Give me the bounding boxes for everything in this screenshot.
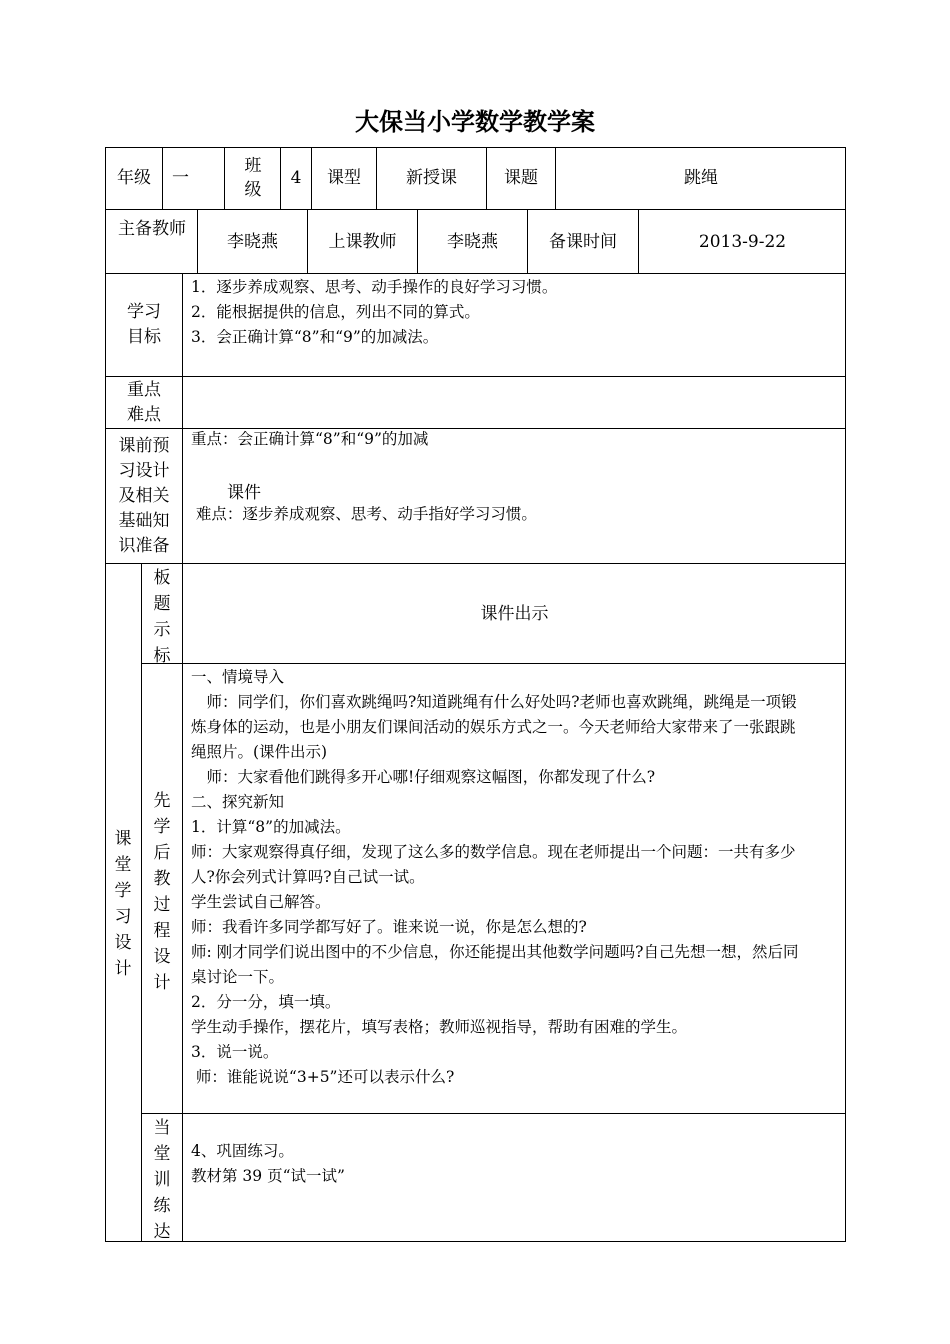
key-points-label: 重点难点 (127, 380, 161, 425)
topic-value: 跳绳 (684, 168, 718, 188)
process-line: 师：谁能说说“3+5”还可以表示什么? (191, 1068, 455, 1086)
process-text (191, 665, 841, 1090)
type-label: 课型 (327, 168, 361, 188)
process-line: 3．说一说。 (191, 1043, 279, 1061)
key-point-line: 重点：会正确计算“8”和“9”的加减 (191, 430, 429, 448)
row-divider (105, 563, 846, 564)
process-line: 1．计算“8”的加减法。 (191, 818, 351, 836)
practice-label: 当堂训练达 (153, 1118, 171, 1242)
page-title: 大保当小学数学教学案 (355, 107, 595, 136)
row-divider (141, 663, 846, 664)
process-line: 二、探究新知 (191, 793, 285, 811)
process-line: 炼身体的运动，也是小朋友们课间活动的娱乐方式之一。今天老师给大家带来了一张跟跳 (191, 718, 796, 736)
prep-time-value: 2013-9-22 (698, 232, 787, 252)
process-line: 师：大家观察得真仔细，发现了这么多的数学信息。现在老师提出一个问题：一共有多少 (191, 843, 796, 861)
key-point-line: 难点：逐步养成观察、思考、动手指好学习习惯。 (191, 505, 537, 523)
col-divider (224, 147, 225, 209)
prep-time-label: 备课时间 (549, 232, 617, 252)
row-divider (141, 1113, 846, 1114)
col-divider (182, 563, 183, 1242)
goal-item: 2．能根据提供的信息，列出不同的算式。 (191, 303, 480, 321)
col-divider (162, 147, 163, 209)
practice-text (191, 1139, 841, 1189)
process-line: 学生尝试自己解答。 (191, 893, 331, 911)
class-teacher-label: 上课教师 (328, 232, 397, 252)
process-line: 师: 刚才同学们说出图中的不少信息，你还能提出其他数学问题吗?自己先想一想，然后同 (191, 943, 799, 961)
process-line: 师：我看许多同学都写好了。谁来说一说，你是怎么想的? (191, 918, 587, 936)
col-divider (182, 273, 183, 563)
process-line: 桌讨论一下。 (191, 968, 285, 986)
type-value: 新授课 (406, 168, 457, 188)
main-teacher-label: 主备教师 (118, 219, 186, 239)
goal-item: 1．逐步养成观察、思考、动手操作的良好学习习惯。 (191, 278, 558, 296)
goal-item: 3．会正确计算“8”和“9”的加减法。 (191, 328, 439, 346)
row-divider (105, 273, 846, 274)
goals-label: 学习目标 (127, 302, 161, 347)
process-label: 先学后教过程设计 (153, 791, 171, 993)
class-label: 班级 (244, 156, 262, 200)
classroom-label: 课堂学习设计 (114, 829, 132, 979)
grade-label: 年级 (117, 168, 151, 188)
practice-line: 4、巩固练习。 (191, 1142, 294, 1160)
process-line: 学生动手操作，摆花片，填写表格；教师巡视指导，帮助有困难的学生。 (191, 1018, 688, 1036)
main-teacher-value: 李晓燕 (227, 232, 278, 252)
class-teacher-value: 李晓燕 (447, 232, 498, 252)
process-line: 绳照片。(课件出示) (191, 743, 328, 761)
key-points-text (191, 377, 841, 552)
process-line: 师：同学们，你们喜欢跳绳吗?知道跳绳有什么好处吗?老师也喜欢跳绳，跳绳是一项锻 (191, 693, 797, 711)
practice-line: 教材第 39 页“试一试” (191, 1167, 345, 1185)
prep-value: 课件 (227, 483, 261, 503)
process-line: 人?你会列式计算吗?自己试一试。 (191, 868, 425, 886)
class-value: 4 (290, 168, 302, 188)
process-line: 2．分一分，填一填。 (191, 993, 341, 1011)
grade-value: 一 (172, 168, 189, 188)
board-label: 板题示标 (153, 568, 171, 666)
row-divider (105, 209, 846, 210)
process-line: 师：大家看他们跳得多开心哪!仔细观察这幅图，你都发现了什么? (191, 768, 656, 786)
prep-label: 课前预习设计及相关基础知识准备 (118, 436, 170, 556)
goals-list (191, 275, 841, 350)
process-line: 一、情境导入 (191, 668, 285, 686)
topic-label: 课题 (504, 168, 538, 188)
col-divider (141, 563, 142, 1242)
board-value: 课件出示 (480, 604, 549, 624)
